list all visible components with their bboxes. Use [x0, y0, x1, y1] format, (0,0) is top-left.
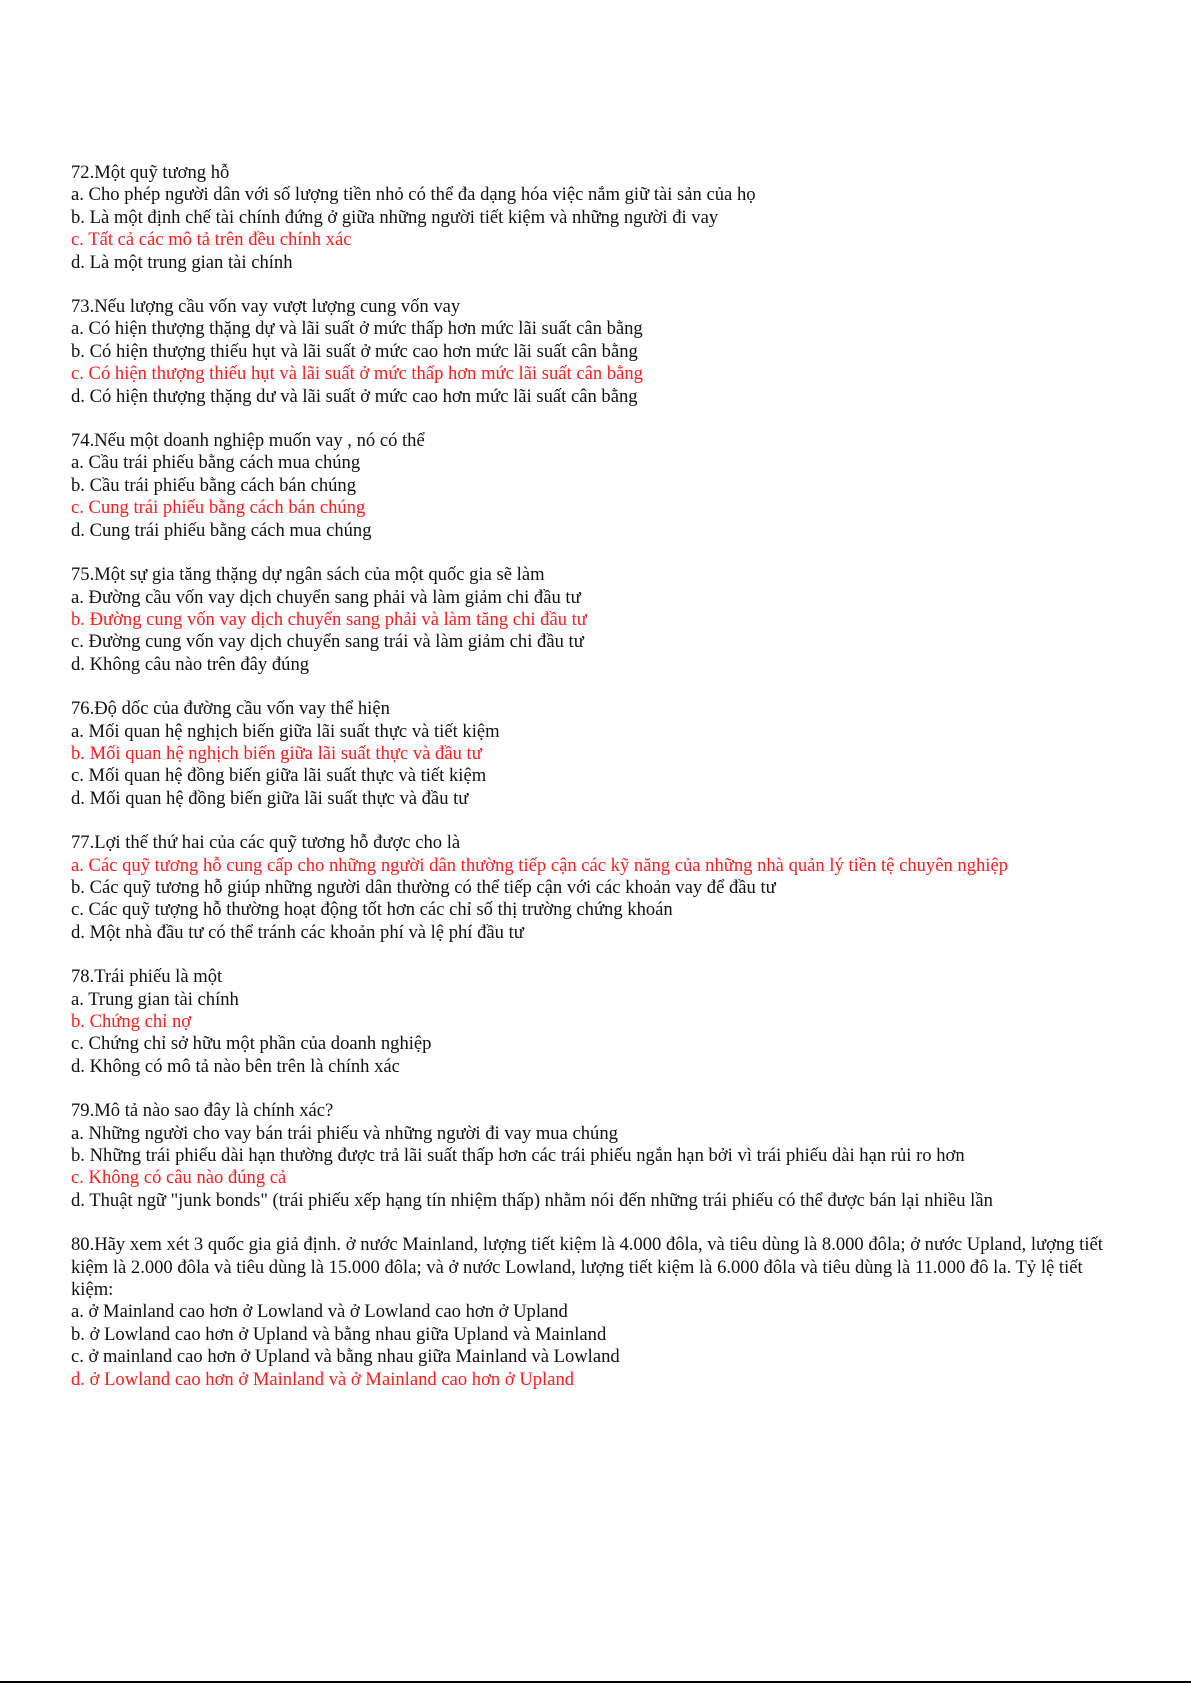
- correct-answer-option: a. Các quỹ tương hỗ cung cấp cho những người dân thường tiếp cận các kỹ năng của những nhà quản lý tiền tệ chuyên nghiệp: [71, 854, 1009, 876]
- question-title: 77.Lợi thế thứ hai của các quỹ tương hỗ được cho là: [71, 832, 461, 854]
- correct-answer-option: b. Mối quan hệ nghịch biến giữa lãi suất thực và đầu tư: [71, 742, 482, 764]
- answer-option: d. Không câu nào trên đây đúng: [71, 653, 310, 675]
- page-bottom-divider: [0, 1681, 1191, 1683]
- answer-option: a. Cầu trái phiếu bằng cách mua chúng: [71, 452, 361, 474]
- answer-option: b. ở Lowland cao hơn ở Upland và bằng nhau giữa Upland và Mainland: [71, 1323, 607, 1345]
- question-title: 80.Hãy xem xét 3 quốc gia giả định. ở nước Mainland, lượng tiết kiệm là 4.000 đôla, và tiêu dùng là 8.000 đôla; ở nước Upland, lượng tiết kiệm là 2.000 đôla và tiêu dùng là 15.000 đôla; và ở nước Lowland, lượng tiết kiệm là 6.000 đôla và tiêu dùng là 11.000 đô la. Tỷ lệ tiết kiệm:: [71, 1234, 1103, 1301]
- correct-answer-option: c. Tất cả các mô tả trên đều chính xác: [71, 229, 352, 251]
- answer-option: d. Thuật ngữ "junk bonds" (trái phiếu xếp hạng tín nhiệm thấp) nhằm nói đến những trái phiếu có thể được bán lại nhiều lần: [71, 1189, 993, 1211]
- correct-answer-option: b. Đường cung vốn vay dịch chuyển sang phải và làm tăng chi đầu tư: [71, 608, 587, 630]
- question-title: 76.Độ dốc của đường cầu vốn vay thể hiện: [71, 698, 390, 720]
- answer-option: a. Đường cầu vốn vay dịch chuyển sang phải và làm giảm chi đầu tư: [71, 586, 581, 608]
- answer-option: b. Những trái phiếu dài hạn thường được trả lãi suất thấp hơn các trái phiếu ngắn hạn bởi vì trái phiếu dài hạn rủi ro hơn: [71, 1145, 965, 1167]
- answer-option: a. Trung gian tài chính: [71, 988, 239, 1010]
- correct-answer-option: b. Chứng chỉ nợ: [71, 1011, 192, 1032]
- question-73: [71, 296, 1121, 408]
- answer-option: c. ở mainland cao hơn ở Upland và bằng nhau giữa Mainland và Lowland: [71, 1346, 620, 1368]
- answer-option: b. Có hiện thượng thiếu hụt và lãi suất ở mức cao hơn mức lãi suất cân bằng: [71, 340, 638, 362]
- answer-option: d. Một nhà đầu tư có thể tránh các khoản phí và lệ phí đầu tư: [71, 921, 524, 943]
- answer-option: a. ở Mainland cao hơn ở Lowland và ở Lowland cao hơn ở Upland: [71, 1301, 568, 1323]
- question-title: 74.Nếu một doanh nghiệp muốn vay , nó có thể: [71, 430, 425, 452]
- answer-option: d. Cung trái phiếu bằng cách mua chúng: [71, 519, 372, 541]
- answer-option: c. Các quỹ tượng hỗ thường hoạt động tốt hơn các chỉ số thị trường chứng khoán: [71, 899, 673, 921]
- question-title: 79.Mô tả nào sao đây là chính xác?: [71, 1100, 334, 1122]
- correct-answer-option: d. ở Lowland cao hơn ở Mainland và ở Mainland cao hơn ở Upland: [71, 1368, 575, 1390]
- answer-option: a. Cho phép người dân với số lượng tiền nhỏ có thể đa dạng hóa việc nắm giữ tài sản của họ: [71, 184, 756, 206]
- answer-option: a. Mối quan hệ nghịch biến giữa lãi suất thực và tiết kiệm: [71, 720, 500, 742]
- question-76: [71, 698, 1121, 810]
- question-title: 75.Một sự gia tăng thặng dự ngân sách của một quốc gia sẽ làm: [71, 564, 545, 586]
- question-title: 78.Trái phiếu là một: [71, 966, 223, 988]
- question-72: [71, 162, 1121, 274]
- answer-option: d. Không có mô tả nào bên trên là chính xác: [71, 1055, 400, 1077]
- question-77: [71, 832, 1121, 944]
- answer-option: a. Những người cho vay bán trái phiếu và những người đi vay mua chúng: [71, 1122, 618, 1144]
- question-79: [71, 1100, 1121, 1212]
- answer-option: a. Có hiện thượng thặng dự và lãi suất ở mức thấp hơn mức lãi suất cân bằng: [71, 318, 643, 340]
- answer-option: b. Là một định chế tài chính đứng ở giữa những người tiết kiệm và những người đi vay: [71, 206, 719, 228]
- answer-option: c. Mối quan hệ đồng biến giữa lãi suất thực và tiết kiệm: [71, 765, 487, 787]
- correct-answer-option: c. Cung trái phiếu bằng cách bán chúng: [71, 497, 366, 519]
- question-80: [71, 1234, 1121, 1391]
- question-78: [71, 966, 1121, 1078]
- answer-option: d. Mối quan hệ đồng biến giữa lãi suất thực và đầu tư: [71, 787, 469, 809]
- question-title: 73.Nếu lượng cầu vốn vay vượt lượng cung vốn vay: [71, 296, 461, 318]
- correct-answer-option: c. Có hiện thượng thiếu hụt và lãi suất ở mức thấp hơn mức lãi suất cân bằng: [71, 363, 643, 385]
- answer-option: b. Các quỹ tương hỗ giúp những người dân thường có thể tiếp cận với các khoản vay để đầu tư: [71, 876, 776, 898]
- answer-option: b. Cầu trái phiếu bằng cách bán chúng: [71, 474, 357, 496]
- answer-option: c. Đường cung vốn vay dịch chuyển sang trái và làm giảm chi đầu tư: [71, 631, 584, 653]
- answer-option: d. Có hiện thượng thặng dư và lãi suất ở mức cao hơn mức lãi suất cân bằng: [71, 385, 638, 407]
- correct-answer-option: c. Không có câu nào đúng cả: [71, 1167, 287, 1189]
- question-title: 72.Một quỹ tương hỗ: [71, 162, 230, 183]
- answer-option: d. Là một trung gian tài chính: [71, 251, 293, 273]
- question-75: [71, 564, 1121, 676]
- question-74: [71, 430, 1121, 542]
- answer-option: c. Chứng chỉ sở hữu một phần của doanh nghiệp: [71, 1033, 432, 1055]
- question-list: [71, 162, 1121, 1413]
